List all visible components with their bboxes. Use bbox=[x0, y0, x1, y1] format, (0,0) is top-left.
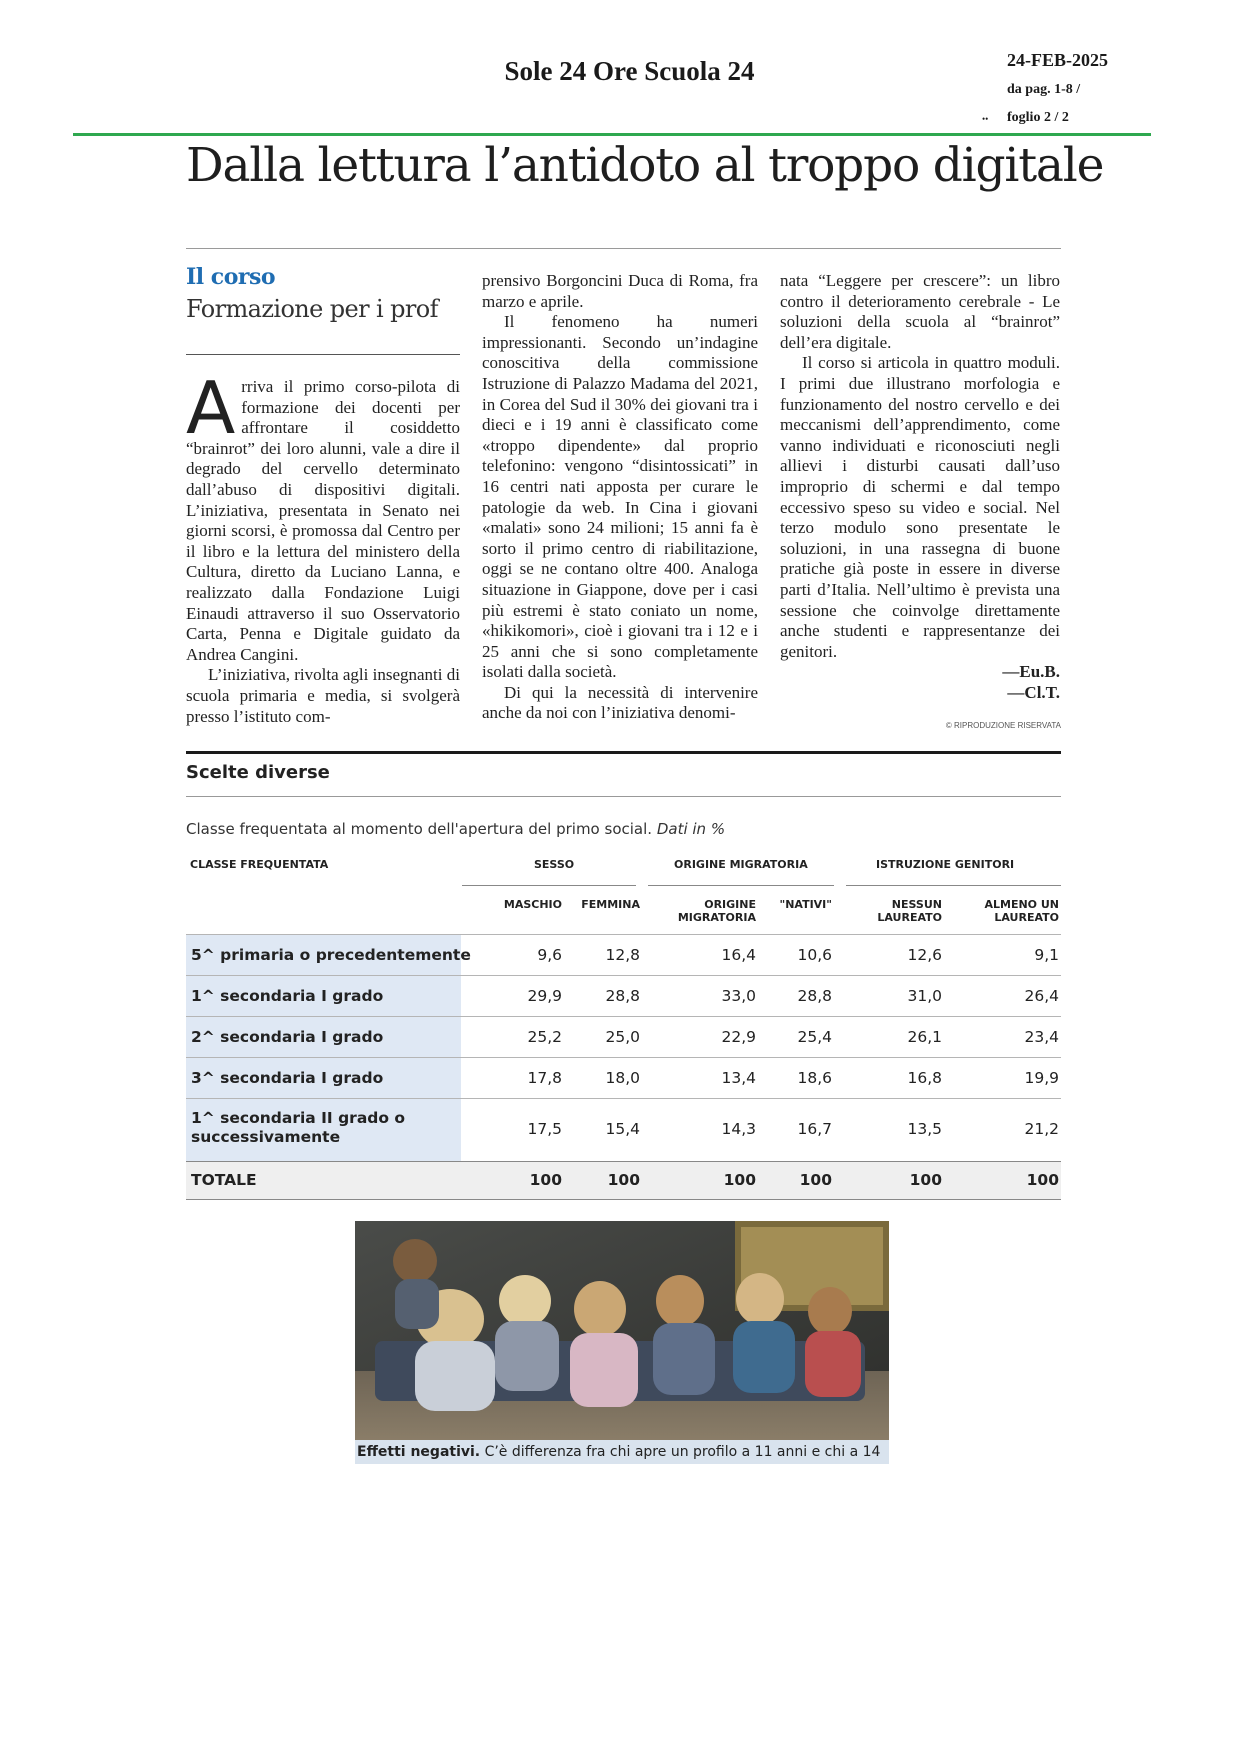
box-title: Scelte diverse bbox=[186, 762, 330, 783]
article-photo bbox=[355, 1221, 889, 1440]
box-top-rule bbox=[186, 751, 1061, 754]
sheet-number: foglio 2 / 2 bbox=[1007, 110, 1069, 125]
cell-value: 23,4 bbox=[1024, 1028, 1059, 1046]
row-label: 1^ secondaria II grado o successivamente bbox=[191, 1109, 406, 1146]
header-istruzione: ISTRUZIONE GENITORI bbox=[876, 858, 1015, 871]
page-range: da pag. 1-8 / bbox=[1007, 82, 1081, 97]
subheader-origine-migratoria: ORIGINE MIGRATORIA bbox=[677, 898, 756, 924]
article-paragraph: L’iniziativa, rivolta agli insegnanti di scuola primaria e media, si svolgerà presso l’istituto com- bbox=[186, 665, 460, 726]
group-rule bbox=[462, 885, 636, 886]
header-divider bbox=[73, 133, 1151, 136]
kicker-divider bbox=[186, 354, 460, 355]
article-paragraph: Di qui la necessità di intervenire anche da noi con l’iniziativa denomi- bbox=[482, 682, 758, 723]
cell-value: 25,4 bbox=[797, 1028, 832, 1046]
cell-value: 100 bbox=[723, 1171, 756, 1189]
cell-value: 16,7 bbox=[797, 1120, 832, 1138]
article-headline: Dalla lettura l’antidoto al troppo digitale bbox=[186, 138, 1104, 193]
header-origine: ORIGINE MIGRATORIA bbox=[674, 858, 808, 871]
cell-value: 100 bbox=[529, 1171, 562, 1189]
cell-value: 25,0 bbox=[605, 1028, 640, 1046]
box-subtitle: Classe frequentata al momento dell'apertura del primo social. Dati in % bbox=[186, 820, 726, 838]
subheader-nessun-laureato: NESSUN LAUREATO bbox=[877, 898, 942, 924]
cell-value: 22,9 bbox=[721, 1028, 756, 1046]
article-paragraph: nata “Leggere per crescere”: un libro contro il deterioramento cerebrale - Le soluzioni della scuola al “brainrot” dell’era digitale. bbox=[780, 271, 1060, 352]
cell-value: 17,8 bbox=[527, 1069, 562, 1087]
article-paragraph: Il corso si articola in quattro moduli. I primi due illustrano morfologia e funzionamento del nostro cervello e dei meccanismi dell’apprendimento, come vanno individuati e riconosciuti negli allievi i disturbi causati dall’uso improprio di schermi e dal tempo eccessivo speso su video e social. Nel terzo modulo sono presentate le soluzioni, in una rassegna di buone pratiche già poste in essere in diverse parti d’Italia. Nell’ultimo è prevista una sessione che coinvolge direttamente anche studenti e rappresentanze dei genitori. bbox=[780, 353, 1060, 661]
group-rule bbox=[648, 885, 834, 886]
article-column-3 bbox=[780, 271, 1060, 703]
copyright-notice: © RIPRODUZIONE RISERVATA bbox=[945, 721, 1061, 730]
header-sesso: SESSO bbox=[534, 858, 575, 871]
article-column-2 bbox=[482, 271, 758, 724]
cell-value: 10,6 bbox=[797, 946, 832, 964]
cell-value: 21,2 bbox=[1024, 1120, 1059, 1138]
cell-value: 13,5 bbox=[907, 1120, 942, 1138]
row-label: 1^ secondaria I grado bbox=[191, 987, 384, 1005]
cell-value: 13,4 bbox=[721, 1069, 756, 1087]
table-row bbox=[186, 1098, 1061, 1161]
article-paragraph: Arriva il primo corso-pilota di formazione dei docenti per affrontare il cosiddetto “brainrot” dei loro alunni, vale a dire il degrado del cervello determinato dall’abuso di dispositivi digitali. L’iniziativa, presentata in Senato nei giorni scorsi, è promossa dal Centro per il libro e la lettura del ministero della Cultura, diretto da Luciano Lanna, e realizzato dalla Fondazione Luigi Einaudi attraverso il suo Osservatorio Carta, Penna e Digitale guidato da Andrea Cangini. bbox=[186, 366, 460, 664]
cell-value: 15,4 bbox=[605, 1120, 640, 1138]
article-paragraph: Il fenomeno ha numeri impressionanti. Secondo un’indagine conoscitiva della commissione Istruzione di Palazzo Madama del 2021, in Corea del Sud il 30% dei giovani tra i dieci e i 19 anni è classificato come «troppo dipendente» dal proprio telefonino: vengono “disintossicati” in 16 centri nati apposta per curare le patologie da web. In Cina i giovani «malati» sono 24 milioni; 15 anni fa è sorto il primo centro di riabilitazione, oggi se ne contano oltre 400. Analoga situazione in Giappone, dove per i casi più estremi è stato coniato un nome, «hikikomori», cioè i giovani tra i 12 e i 25 anni che si sono completamente isolati dalla società. bbox=[482, 312, 758, 682]
table-total-row bbox=[186, 1161, 1061, 1200]
cell-value: 28,8 bbox=[605, 987, 640, 1005]
subheader-femmina: FEMMINA bbox=[581, 898, 640, 911]
photo-caption: Effetti negativi. C’è differenza fra chi apre un profilo a 11 anni e chi a 14 bbox=[355, 1440, 889, 1464]
table-row bbox=[186, 1057, 1061, 1098]
header-classe: CLASSE FREQUENTATA bbox=[190, 858, 329, 871]
issue-date: 24-FEB-2025 bbox=[1007, 50, 1108, 70]
cell-value: 100 bbox=[799, 1171, 832, 1189]
cell-value: 26,4 bbox=[1024, 987, 1059, 1005]
cell-value: 31,0 bbox=[907, 987, 942, 1005]
cell-value: 19,9 bbox=[1024, 1069, 1059, 1087]
row-label: 3^ secondaria I grado bbox=[191, 1069, 384, 1087]
row-label: TOTALE bbox=[191, 1171, 257, 1189]
cell-value: 16,8 bbox=[907, 1069, 942, 1087]
subheader-maschio: MASCHIO bbox=[503, 898, 562, 911]
cell-value: 26,1 bbox=[907, 1028, 942, 1046]
section-kicker: Il corso bbox=[186, 264, 276, 290]
cell-value: 12,6 bbox=[907, 946, 942, 964]
row-label: 2^ secondaria I grado bbox=[191, 1028, 384, 1046]
cell-value: 18,0 bbox=[605, 1069, 640, 1087]
cell-value: 100 bbox=[909, 1171, 942, 1189]
subheader-almeno-un-laureato: ALMENO UN LAUREATO bbox=[984, 898, 1059, 924]
cell-value: 28,8 bbox=[797, 987, 832, 1005]
headline-divider bbox=[186, 248, 1061, 249]
table-row bbox=[186, 975, 1061, 1016]
cell-value: 100 bbox=[607, 1171, 640, 1189]
subheader-nativi: "NATIVI" bbox=[779, 898, 832, 911]
sheet-mark: •• bbox=[982, 114, 989, 124]
cell-value: 9,1 bbox=[1034, 946, 1059, 964]
row-label: 5^ primaria o precedentemente bbox=[191, 946, 471, 964]
cell-value: 18,6 bbox=[797, 1069, 832, 1087]
cell-value: 9,6 bbox=[537, 946, 562, 964]
publication-name: Sole 24 Ore Scuola 24 bbox=[504, 56, 755, 86]
table-row bbox=[186, 1016, 1061, 1057]
section-subkicker: Formazione per i prof bbox=[186, 295, 438, 323]
table-row bbox=[186, 934, 1061, 975]
cell-value: 25,2 bbox=[527, 1028, 562, 1046]
cell-value: 29,9 bbox=[527, 987, 562, 1005]
group-rule bbox=[846, 885, 1061, 886]
cell-value: 100 bbox=[1026, 1171, 1059, 1189]
author-signature: —Eu.B. bbox=[1002, 662, 1060, 682]
drop-cap: A bbox=[186, 366, 236, 450]
cell-value: 17,5 bbox=[527, 1120, 562, 1138]
cell-value: 12,8 bbox=[605, 946, 640, 964]
article-paragraph: prensivo Borgoncini Duca di Roma, fra marzo e aprile. bbox=[482, 271, 758, 311]
cell-value: 33,0 bbox=[721, 987, 756, 1005]
author-signature: —Cl.T. bbox=[1007, 682, 1060, 702]
box-title-rule bbox=[186, 796, 1061, 797]
cell-value: 14,3 bbox=[721, 1120, 756, 1138]
cell-value: 16,4 bbox=[721, 946, 756, 964]
article-column-1 bbox=[186, 366, 460, 727]
